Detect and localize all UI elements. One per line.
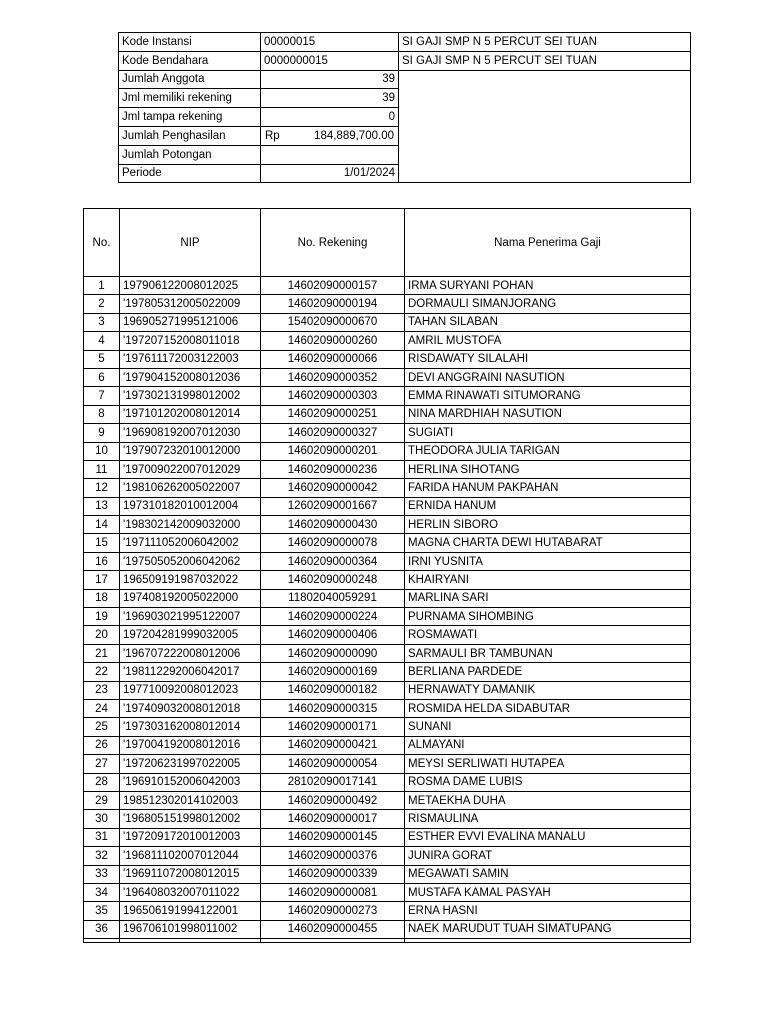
amount: 184,889,700.00 [314,129,394,142]
cell-nama: JUNIRA GORAT [405,847,691,865]
cell-nama: DEVI ANGGRAINI NASUTION [405,368,691,386]
info-value [261,126,399,145]
table-row [84,479,691,497]
cell-nip: '196903021995122007 [120,608,261,626]
cell-no: 22 [84,663,120,681]
cell-nama: NAEK MARUDUT TUAH SIMATUPANG [405,920,691,938]
cell-nama: DORMAULI SIMANJORANG [405,295,691,313]
table-row [84,332,691,350]
info-label: Jumlah Anggota [119,70,261,89]
cell-rekening: 14602090000315 [261,699,405,717]
table-row [84,552,691,570]
table-row [84,368,691,386]
cell-nip: '196811102007012044 [120,847,261,865]
cell-nip: 196506191994122001 [120,902,261,920]
cell-no: 1 [84,277,120,295]
table-row [84,424,691,442]
cell-nip: '197209172010012003 [120,828,261,846]
cell-nama: HERLIN SIBORO [405,516,691,534]
cell-rekening: 14602090000421 [261,736,405,754]
cell-nip: '196911072008012015 [120,865,261,883]
info-extra: SI GAJI SMP N 5 PERCUT SEI TUAN [399,33,691,52]
cell-rekening: 14602090000017 [261,810,405,828]
cell-rekening: 14602090000303 [261,387,405,405]
info-row [119,164,691,183]
cell-no: 34 [84,883,120,901]
cell-nip: '197302131998012002 [120,387,261,405]
cell-nama: HERNAWATY DAMANIK [405,681,691,699]
info-value: 0000000015 [261,51,399,70]
cell-rekening: 14602090000078 [261,534,405,552]
table-row [84,516,691,534]
cell-no: 16 [84,552,120,570]
cell-rekening: 14602090000194 [261,295,405,313]
cell-no: 23 [84,681,120,699]
table-row [84,828,691,846]
cell-no: 8 [84,405,120,423]
cell-no: 21 [84,644,120,662]
header-nama: Nama Penerima Gaji [405,209,691,277]
cell-nip [120,939,261,943]
table-row [84,847,691,865]
cell-nip: '198106262005022007 [120,479,261,497]
table-row [84,920,691,938]
table-row [84,681,691,699]
cell-nama: RISDAWATY SILALAHI [405,350,691,368]
cell-nama: MEYSI SERLIWATI HUTAPEA [405,755,691,773]
cell-nama: HERLINA SIHOTANG [405,460,691,478]
cell-nama: MARLINA SARI [405,589,691,607]
cell-nip: '197207152008011018 [120,332,261,350]
cell-nip: '197409032008012018 [120,699,261,717]
info-label: Kode Bendahara [119,51,261,70]
cell-nama: KHAIRYANI [405,571,691,589]
table-row [84,405,691,423]
cell-nama: ALMAYANI [405,736,691,754]
cell-nama: FARIDA HANUM PAKPAHAN [405,479,691,497]
cell-rekening: 14602090000339 [261,865,405,883]
info-label: Kode Instansi [119,33,261,52]
cell-no: 26 [84,736,120,754]
cell-nama: ESTHER EVVI EVALINA MANALU [405,828,691,846]
table-row [84,571,691,589]
table-row [84,883,691,901]
cell-no: 2 [84,295,120,313]
cell-rekening: 11802040059291 [261,589,405,607]
cell-no: 17 [84,571,120,589]
table-row [84,460,691,478]
table-row [84,663,691,681]
cell-rekening: 14602090000171 [261,718,405,736]
cell-no: 15 [84,534,120,552]
cell-nama: MEGAWATI SAMIN [405,865,691,883]
cell-nama [405,939,691,943]
cell-nama: MAGNA CHARTA DEWI HUTABARAT [405,534,691,552]
table-row [84,608,691,626]
cell-no: 31 [84,828,120,846]
cell-no: 3 [84,313,120,331]
cell-no: 36 [84,920,120,938]
info-value: 00000015 [261,33,399,52]
cell-rekening: 14602090000251 [261,405,405,423]
cell-rekening: 14602090000352 [261,368,405,386]
cell-nip: '197009022007012029 [120,460,261,478]
info-row [119,145,691,164]
info-value: 0 [261,108,399,127]
cell-rekening: 14602090000224 [261,608,405,626]
cell-no: 13 [84,497,120,515]
cell-nip: 196706101998011002 [120,920,261,938]
cell-rekening: 15402090000670 [261,313,405,331]
cell-no: 4 [84,332,120,350]
cell-rekening: 14602090000066 [261,350,405,368]
cell-rekening: 14602090000054 [261,755,405,773]
cell-no: 25 [84,718,120,736]
cell-no: 20 [84,626,120,644]
cell-nip: 196509191987032022 [120,571,261,589]
cell-nip: '196908192007012030 [120,424,261,442]
info-table [118,32,691,183]
cell-nip: 197710092008012023 [120,681,261,699]
cell-no: 10 [84,442,120,460]
cell-no: 11 [84,460,120,478]
cell-nip: 197204281999032005 [120,626,261,644]
cell-nama: ERNIDA HANUM [405,497,691,515]
cell-no: 29 [84,791,120,809]
info-value: 39 [261,89,399,108]
cell-nip: 197310182010012004 [120,497,261,515]
info-row [119,70,691,89]
info-label: Jumlah Potongan [119,145,261,164]
cell-nip: '196408032007011022 [120,883,261,901]
table-row [84,902,691,920]
header-nip: NIP [120,209,261,277]
info-row [119,51,691,70]
info-label: Jml memiliki rekening [119,89,261,108]
cell-no: 35 [84,902,120,920]
cell-nip: '197505052006042062 [120,552,261,570]
cell-nip: '196707222008012006 [120,644,261,662]
table-row-partial [84,939,691,943]
info-row [119,126,691,145]
cell-rekening: 14602090000182 [261,681,405,699]
info-value: 1/01/2024 [261,164,399,183]
cell-no: 30 [84,810,120,828]
cell-rekening: 14602090000248 [261,571,405,589]
table-row [84,277,691,295]
cell-no: 19 [84,608,120,626]
table-row [84,791,691,809]
cell-no: 14 [84,516,120,534]
cell-nama: THEODORA JULIA TARIGAN [405,442,691,460]
cell-nama: BERLIANA PARDEDE [405,663,691,681]
header-no: No. [84,209,120,277]
cell-rekening: 14602090000042 [261,479,405,497]
cell-rekening: 14602090000260 [261,332,405,350]
table-row [84,313,691,331]
cell-nama: EMMA RINAWATI SITUMORANG [405,387,691,405]
cell-rekening: 14602090000492 [261,791,405,809]
cell-rekening [261,939,405,943]
table-row [84,350,691,368]
cell-nip: '197206231997022005 [120,755,261,773]
table-row [84,295,691,313]
cell-nip: '198112292006042017 [120,663,261,681]
cell-no: 9 [84,424,120,442]
cell-rekening: 12602090001667 [261,497,405,515]
cell-nama: PURNAMA SIHOMBING [405,608,691,626]
cell-rekening: 14602090000430 [261,516,405,534]
cell-nama: ROSMAWATI [405,626,691,644]
cell-nip: 198512302014102003 [120,791,261,809]
cell-nama: METAEKHA DUHA [405,791,691,809]
info-row [119,108,691,127]
cell-rekening: 14602090000455 [261,920,405,938]
cell-rekening: 14602090000273 [261,902,405,920]
cell-no: 28 [84,773,120,791]
cell-nama: ROSMIDA HELDA SIDABUTAR [405,699,691,717]
cell-nip: 197408192005022000 [120,589,261,607]
cell-rekening: 14602090000081 [261,883,405,901]
cell-nama: SUNANI [405,718,691,736]
info-label: Periode [119,164,261,183]
money-value [265,130,394,142]
cell-nip: '196910152006042003 [120,773,261,791]
cell-nip: '196805151998012002 [120,810,261,828]
cell-rekening: 14602090000236 [261,460,405,478]
cell-rekening: 14602090000376 [261,847,405,865]
table-row [84,626,691,644]
cell-nama: ERNA HASNI [405,902,691,920]
cell-rekening: 14602090000157 [261,277,405,295]
cell-nama: RISMAULINA [405,810,691,828]
table-row [84,534,691,552]
info-value: 39 [261,70,399,89]
cell-rekening: 14602090000201 [261,442,405,460]
cell-nip: 197906122008012025 [120,277,261,295]
cell-rekening: 14602090000169 [261,663,405,681]
cell-no [84,939,120,943]
cell-no: 27 [84,755,120,773]
cell-rekening: 14602090000364 [261,552,405,570]
cell-nip: '197303162008012014 [120,718,261,736]
info-extra: SI GAJI SMP N 5 PERCUT SEI TUAN [399,51,691,70]
cell-rekening: 14602090000406 [261,626,405,644]
cell-nip: '197004192008012016 [120,736,261,754]
cell-no: 5 [84,350,120,368]
table-row [84,699,691,717]
cell-nama: SUGIATI [405,424,691,442]
cell-nip: '198302142009032000 [120,516,261,534]
cell-nama: TAHAN SILABAN [405,313,691,331]
cell-no: 24 [84,699,120,717]
cell-rekening: 14602090000327 [261,424,405,442]
salary-table-header-row [84,209,691,277]
info-row [119,89,691,108]
info-value [261,145,399,164]
cell-nip: '197805312005022009 [120,295,261,313]
header-rekening: No. Rekening [261,209,405,277]
table-row [84,442,691,460]
cell-no: 7 [84,387,120,405]
cell-nama: IRMA SURYANI POHAN [405,277,691,295]
table-row [84,387,691,405]
table-row [84,589,691,607]
cell-nip: '197611172003122003 [120,350,261,368]
cell-nip: '197904152008012036 [120,368,261,386]
table-row [84,718,691,736]
cell-nama: AMRIL MUSTOFA [405,332,691,350]
cell-no: 32 [84,847,120,865]
cell-nama: IRNI YUSNITA [405,552,691,570]
table-row [84,755,691,773]
cell-no: 33 [84,865,120,883]
cell-nip: '197907232010012000 [120,442,261,460]
currency-symbol: Rp [265,129,280,142]
cell-rekening: 28102090017141 [261,773,405,791]
cell-nama: SARMAULI BR TAMBUNAN [405,644,691,662]
cell-nip: 196905271995121006 [120,313,261,331]
info-label: Jml tampa rekening [119,108,261,127]
cell-nama: NINA MARDHIAH NASUTION [405,405,691,423]
cell-nama: ROSMA DAME LUBIS [405,773,691,791]
info-label: Jumlah Penghasilan [119,126,261,145]
cell-rekening: 14602090000145 [261,828,405,846]
cell-rekening: 14602090000090 [261,644,405,662]
cell-nip: '197111052006042002 [120,534,261,552]
table-row [84,644,691,662]
table-row [84,865,691,883]
salary-table [83,208,691,943]
cell-no: 18 [84,589,120,607]
table-row [84,736,691,754]
cell-nama: MUSTAFA KAMAL PASYAH [405,883,691,901]
info-row [119,33,691,52]
table-row [84,810,691,828]
cell-nip: '197101202008012014 [120,405,261,423]
table-row [84,497,691,515]
cell-no: 12 [84,479,120,497]
cell-no: 6 [84,368,120,386]
table-row [84,773,691,791]
